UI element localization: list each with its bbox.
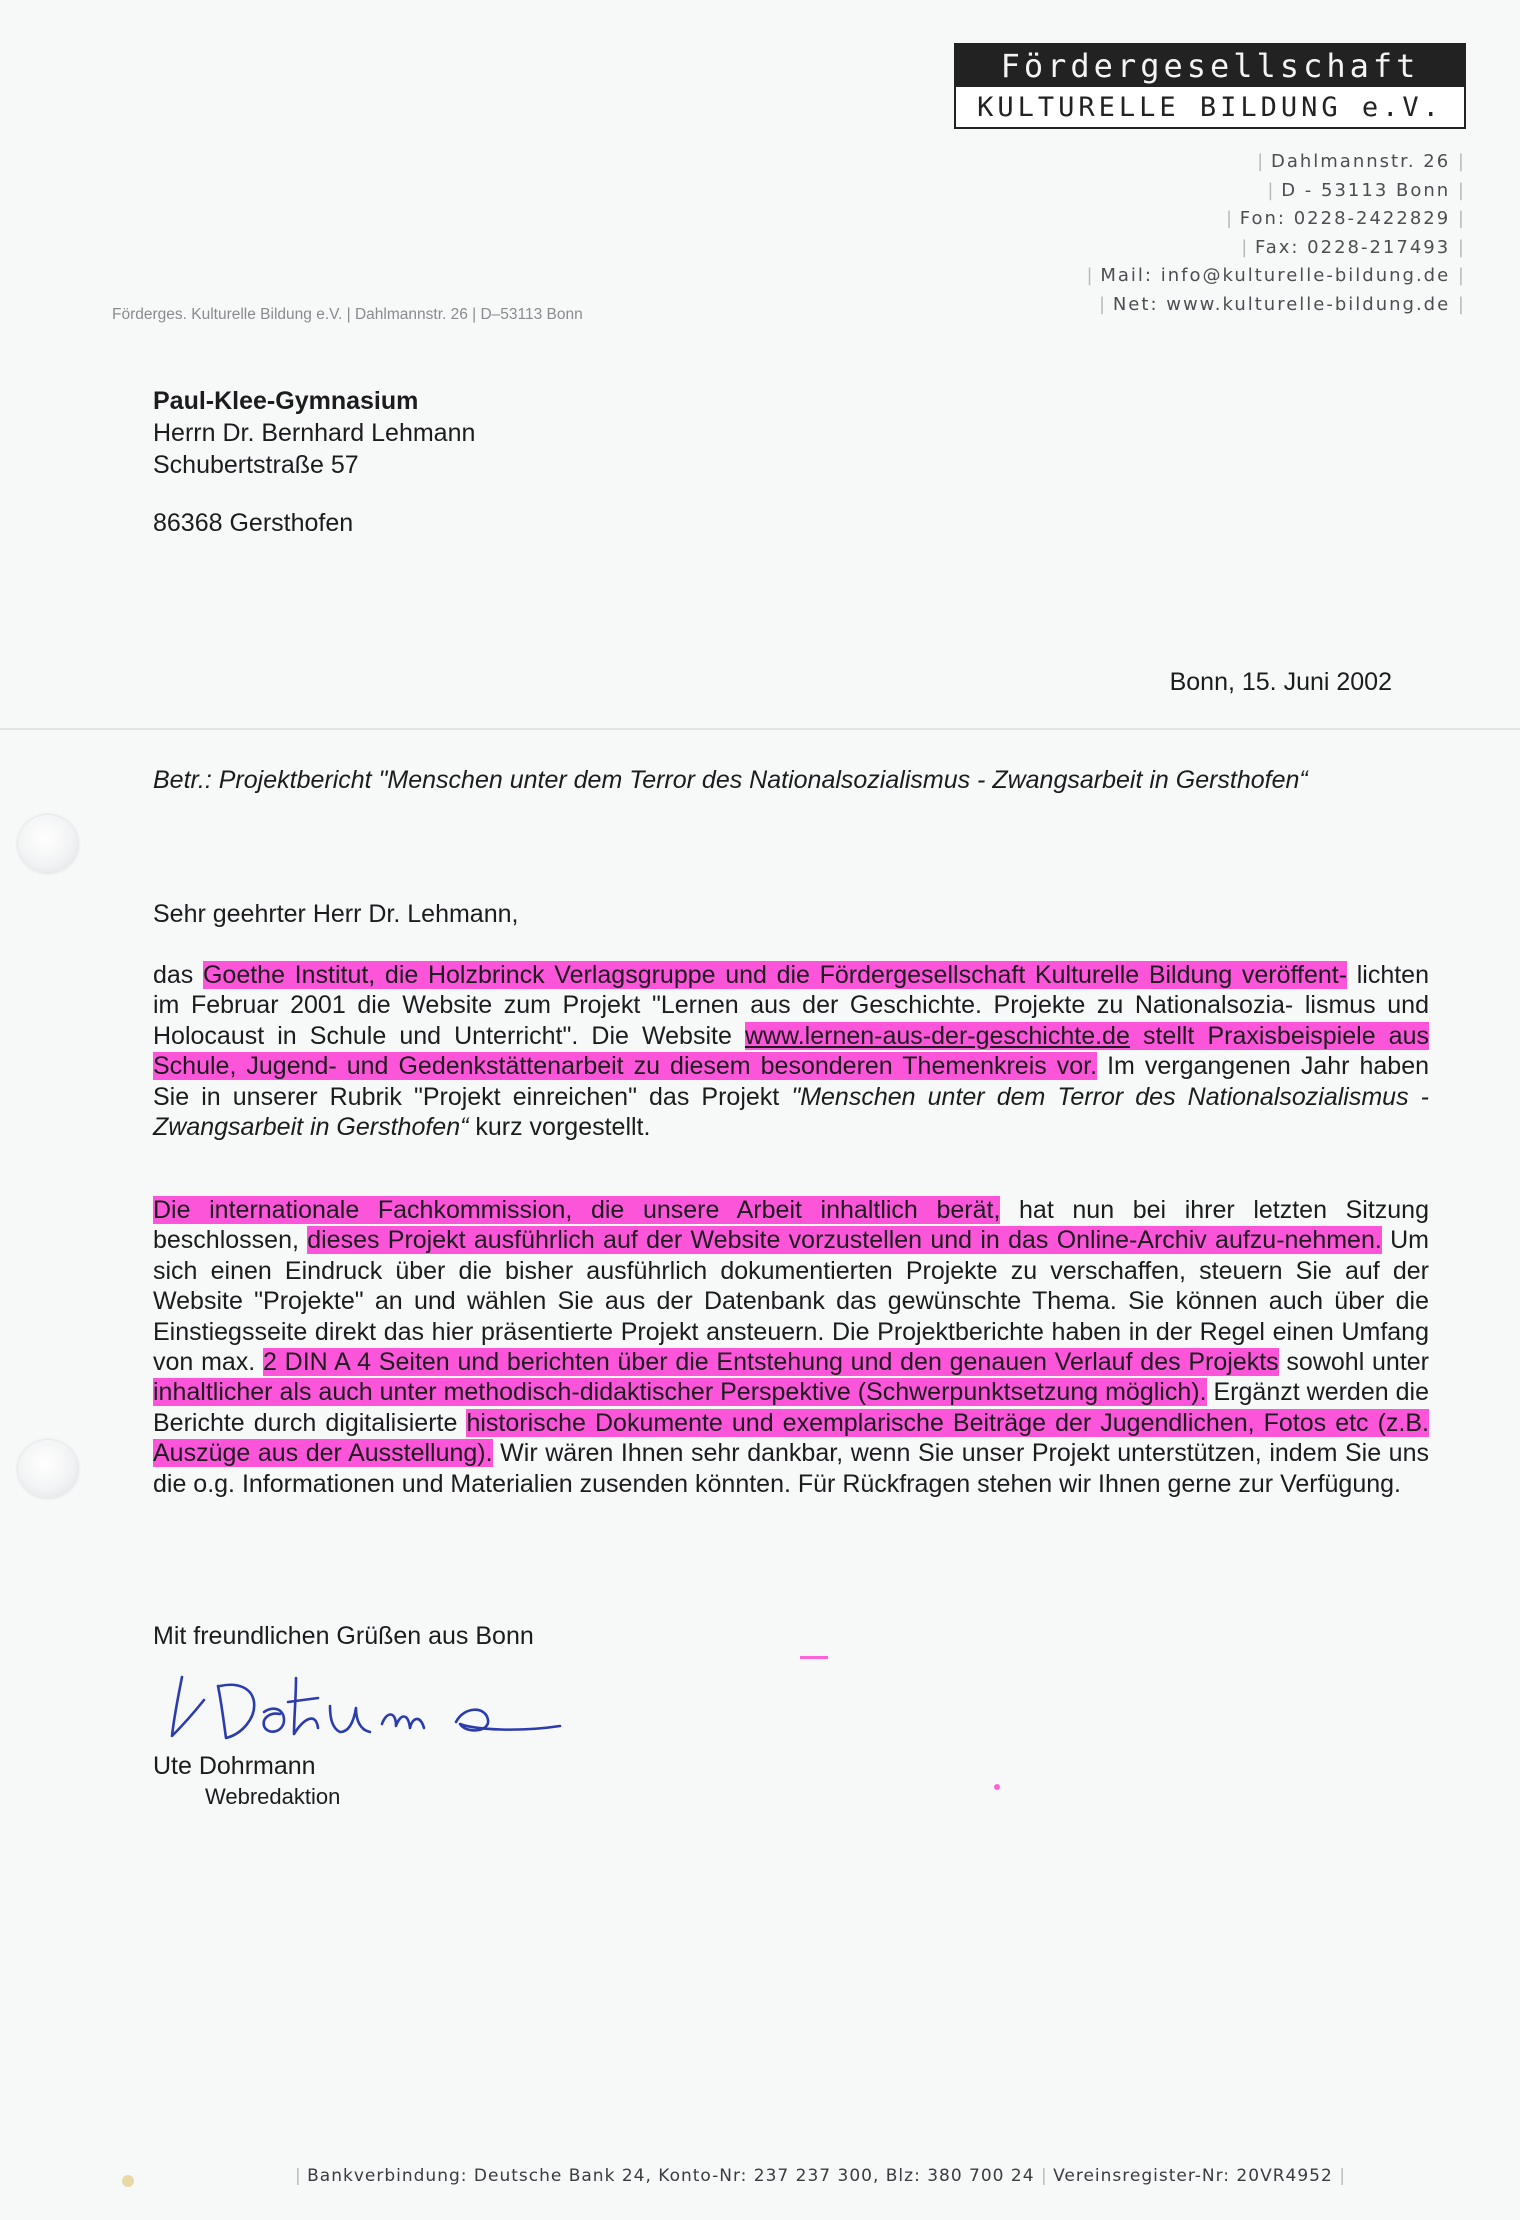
p2-text: hat nun bei ihrer letzten Sitzung beschlossen, <box>153 1196 1429 1255</box>
contact-city: D - 53113 Bonn <box>1281 179 1451 201</box>
p2-text: Wir wären Ihnen sehr dankbar, wenn Sie unser Projekt unterstützen, indem Sie uns die o.g. Informationen und Materialien zusenden könnten. Für Rückfragen stehen wir Ihnen gerne zur Verfügung. <box>153 1439 1429 1498</box>
signer-role: Webredaktion <box>205 1784 341 1809</box>
paragraph-1 <box>153 960 1429 1142</box>
highlighted-text: 2 DIN A 4 Seiten und berichten über die Entstehung und den genauen Verlauf des Projekts <box>263 1348 1279 1377</box>
p1-text: das <box>153 961 203 989</box>
footer-bank-details: | Bankverbindung: Deutsche Bank 24, Konto-Nr: 237 237 300, Blz: 380 700 24 | Vereinsregister-Nr: 20VR4952 | <box>295 2166 1345 2186</box>
project-title: "Menschen unter dem Terror des Nationalsozialismus - Zwangsarbeit in Gersthofen“ <box>153 1082 1429 1142</box>
highlighted-text: Goethe Institut, die Holzbrinck Verlagsgruppe und die Fördergesellschaft Kulturelle Bildung veröffent- <box>202 961 1348 989</box>
recipient-person: Herrn Dr. Bernhard Lehmann <box>153 419 476 447</box>
website-link: www.lernen-aus-der-geschichte.de <box>744 1021 1130 1050</box>
logo-line-1: Fördergesellschaft <box>956 45 1464 87</box>
highlighter-mark <box>800 1656 828 1659</box>
p2-text: sowohl unter <box>1278 1348 1429 1377</box>
closing-phrase: Mit freundlichen Grüßen aus Bonn <box>153 1622 534 1650</box>
p1-text: lismus und Holocaust in Schule und Unterricht". Die Website <box>153 991 1429 1050</box>
highlighted-text: dieses Projekt ausführlich auf der Website vorzustellen und in das Online-Archiv aufzu-nehmen. <box>307 1226 1382 1255</box>
highlighted-text: inhaltlicher als auch unter methodisch-didaktischer Perspektive (Schwerpunktsetzung möglich). <box>153 1378 1207 1407</box>
contact-web: Net: www.kulturelle-bildung.de <box>1112 293 1451 315</box>
contact-fax: Fax: 0228-217493 <box>1255 236 1451 258</box>
signer-name: Ute Dohrmann <box>153 1752 316 1780</box>
p1-text: lichten im Februar 2001 die Website zum Projekt "Lernen aus der Geschichte. Projekte zu Nationalsozia- <box>153 961 1429 1020</box>
p2-text: Um sich einen Eindruck über die bisher ausführlich dokumentierten Projekte zu verschaffen, steuern Sie auf der Website "Projekte" an und wählen Sie aus der Datenbank das gewünschte Thema. Sie können auch über die Einstiegsseite direkt das hier präsentierte Projekt ansteuern. Die Projektberichte haben in der Regel einen Umfang von max. <box>153 1226 1429 1377</box>
paragraph-2 <box>153 1195 1429 1499</box>
organization-logo <box>954 43 1466 129</box>
highlighted-text: stellt Praxisbeispiele aus Schule, Jugend- und Gedenkstättenarbeit zu diesem besonderen Themenkreis vor. <box>153 1021 1429 1081</box>
handwritten-signature <box>160 1662 680 1752</box>
contact-mail: Mail: info@kulturelle-bildung.de <box>1100 265 1451 286</box>
contact-phone: Fon: 0228-2422829 <box>1239 208 1451 229</box>
sender-return-line: Förderges. Kulturelle Bildung e.V. | Dahlmannstr. 26 | D–53113 Bonn <box>112 306 583 323</box>
fold-line <box>0 728 1520 730</box>
contact-street: Dahlmannstr. 26 <box>1270 151 1451 172</box>
letter-date: Bonn, 15. Juni 2002 <box>1169 668 1392 696</box>
bank-details: Bankverbindung: Deutsche Bank 24, Konto-Nr: 237 237 300, Blz: 380 700 24 <box>307 2166 1035 2186</box>
punch-hole-bottom <box>18 1440 78 1498</box>
recipient-school: Paul-Klee-Gymnasium <box>153 387 419 415</box>
p1-text: Im vergangenen Jahr haben Sie in unserer Rubrik "Projekt einreichen" das Projekt <box>153 1052 1430 1111</box>
subject-line: Betr.: Projektbericht "Menschen unter dem Terror des Nationalsozialismus - Zwangsarbeit in Gersthofen“ <box>153 766 1308 794</box>
salutation: Sehr geehrter Herr Dr. Lehmann, <box>153 900 519 928</box>
highlighted-text: Die internationale Fachkommission, die unsere Arbeit inhaltlich berät, <box>153 1196 1001 1224</box>
recipient-city: 86368 Gersthofen <box>153 509 354 537</box>
highlighted-text: historische Dokumente und exemplarische Beiträge der Jugendlichen, Fotos etc (z.B. Auszüge aus der Ausstellung). <box>153 1408 1429 1468</box>
register-number: Vereinsregister-Nr: 20VR4952 <box>1053 2166 1333 2186</box>
recipient-street: Schubertstraße 57 <box>153 451 359 479</box>
p1-text: kurz vorgestellt. <box>468 1113 651 1142</box>
punch-hole-top <box>18 815 78 873</box>
highlighter-mark <box>994 1784 1000 1790</box>
logo-line-2: KULTURELLE BILDUNG e.V. <box>977 92 1443 123</box>
p2-text: Ergänzt werden die Berichte durch digitalisierte <box>153 1378 1429 1437</box>
contact-block: | Dahlmannstr. 26 | | D - 53113 Bonn | | Fon: 0228-2422829 | | Fax: 0228-217493 | | Mail: info@kulturelle-bildung.de | | Net: www.kulturelle-bildung.de | <box>1086 151 1464 315</box>
paper-spot <box>122 2175 134 2187</box>
recipient-address <box>153 385 475 539</box>
